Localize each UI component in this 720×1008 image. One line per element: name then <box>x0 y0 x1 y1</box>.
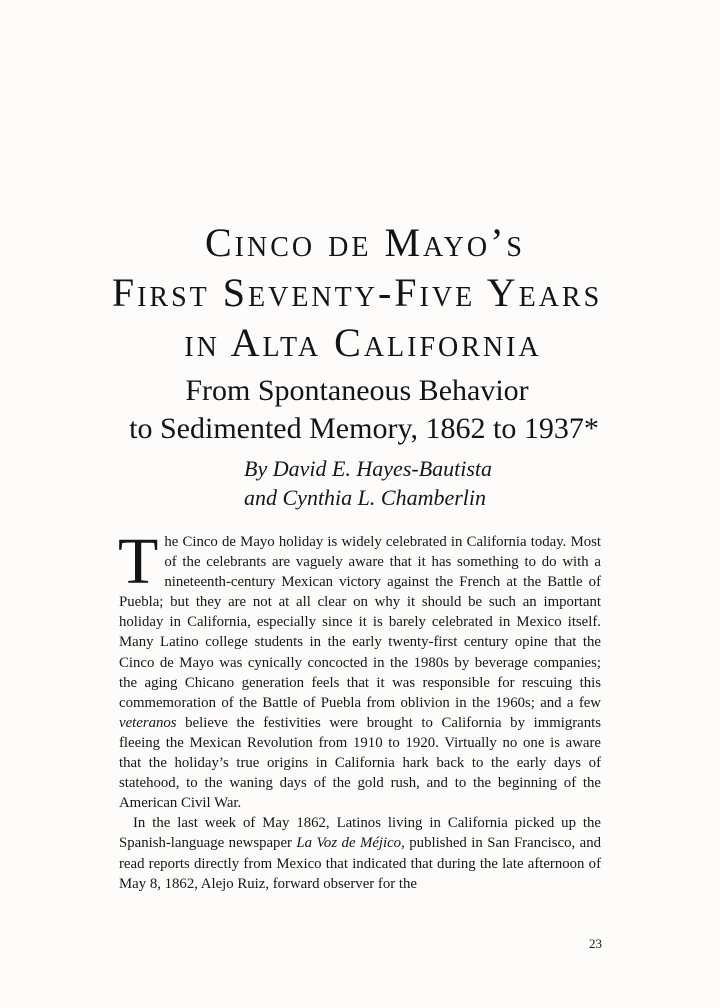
paragraph-2-text: In the last week of May 1862, Latinos living in California picked up the Spanish-language newspaper <box>119 815 601 852</box>
article-subtitle-line-1: From Spontaneous Behavior <box>185 374 529 407</box>
article-header <box>0 218 720 512</box>
byline-line-1: By David E. Hayes-Bautista <box>244 456 493 481</box>
paragraph-1-italic: veteranos <box>119 714 177 731</box>
body-paragraph-1 <box>118 525 601 813</box>
article-subtitle-line-2: to Sedimented Memory, 1862 to 1937* <box>129 412 599 445</box>
paragraph-1-text-end: believe the festivities were brought to California by immigrants fleeing the Mexican Revolution from 1910 to 1920. Virtually no one is aware that the holiday’s true origins in California hark back to the early days of statehood, to the waning days of the gold rush, and to the beginning of the American Civil War. <box>119 714 601 812</box>
paragraph-1-text: he Cinco de Mayo holiday is widely celebrated in California today. Most of the celebrants are vaguely aware that it has something to do with a nineteenth-century Mexican victory against the French at the Battle of Puebla; but they are not at all clear on why it should be such an important holiday in California, especially since it is barely celebrated in Mexico itself. Many Latino college students in the early twenty-first century opine that the Cinco de Mayo was cynically concocted in the 1980s by beverage companies; the aging Chicano generation feels that it was responsible for rescuing this commemoration of the Battle of Puebla from oblivion in the 1960s; and a few <box>119 534 601 711</box>
article-body <box>118 525 602 894</box>
drop-cap: T <box>118 525 159 598</box>
article-title-line-1: Cinco de Mayo’s <box>205 220 525 265</box>
byline-line-2: and Cynthia L. Chamberlin <box>244 485 487 510</box>
article-title-line-2: First Seventy-Five Years <box>111 270 603 315</box>
newspaper-title: La Voz de Méjico <box>296 835 402 852</box>
body-paragraph-2 <box>119 813 601 893</box>
paragraph-2-text-end: , published in San Francisco, and read reports directly from Mexico that indicated that during the late afternoon of May 8, 1862, Alejo Ruiz, forward observer for the <box>119 835 602 892</box>
page-number: 23 <box>589 936 602 951</box>
byline <box>0 454 720 512</box>
article-title-line-3: in Alta California <box>184 320 542 365</box>
